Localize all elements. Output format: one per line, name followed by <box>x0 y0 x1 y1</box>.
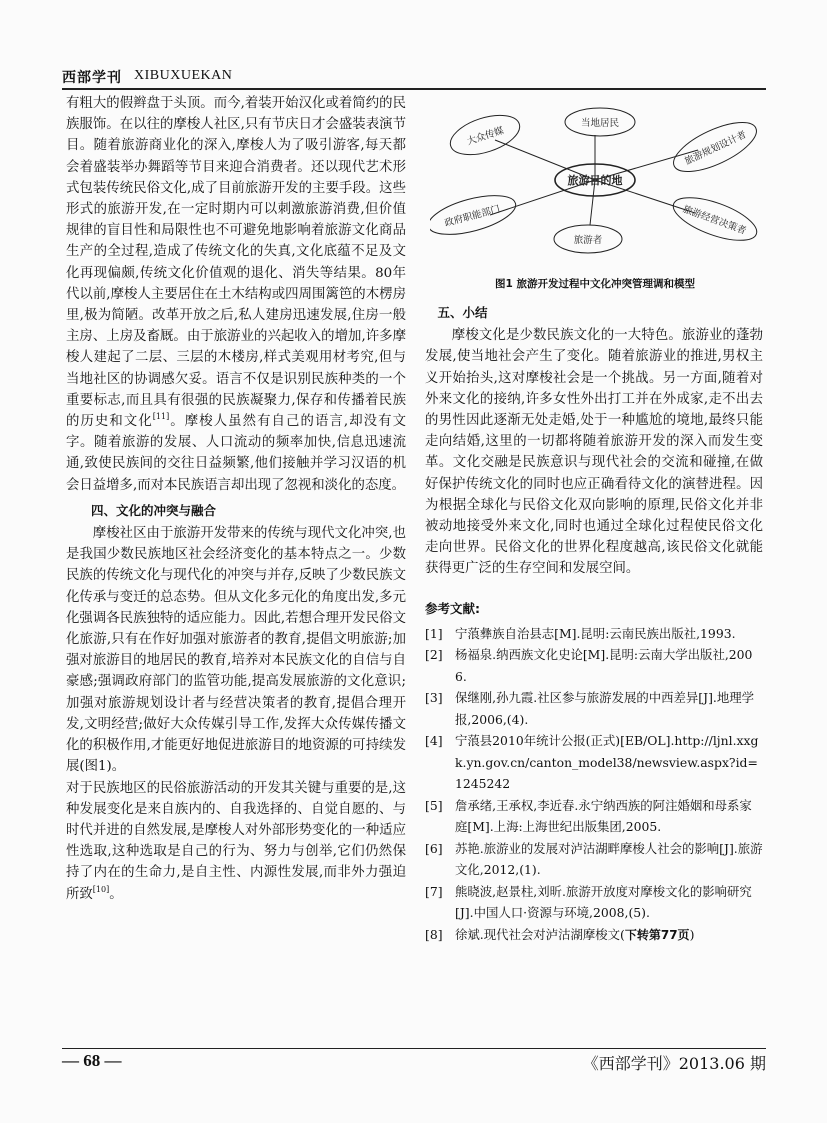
reference-text: 宁蒗县2010年统计公报(正式)[EB/OL].http://ljnl.xxgk.yn.gov.cn/canton_model38/newsview.aspx?id=1245242 <box>455 733 759 792</box>
reference-item <box>425 644 763 687</box>
reference-text-wrapper <box>455 924 763 947</box>
reference-item <box>425 730 763 795</box>
para-text: 有粗大的假辫盘于头顶。而今,着装开始汉化或着简约的民族服饰。在以往的摩梭人社区,只有节庆日才会盛装表演节目。随着旅游商业化的深入,摩梭人为了吸引游客,每天都会着盛装举办舞蹈等节目来迎合消费者。还以现代艺术形式包装传统民俗文化,成了目前旅游开发的主要手段。这些形式的旅游开发,在一定时期内可以刺激旅游消费,但价值规律的盲目性和局限性也不可避免地影响着旅游文化商品生产的全过程,造成了传统文化的失真,文化底蕴不足及文化再现偏颇,传统文化价值观的退化、消失等结果。80年代以前,摩梭人主要居住在土木结构或四周围篱笆的木楞房里,极为简陋。改革开放之后,私人建房迅速发展,住房一般主房、上房及畜厩。由于旅游业的兴起收入的增加,许多摩梭人建起了二层、三层的木楼房,样式美观用材考究,但与当地社区的协调感欠妥。语言不仅是识别民族种类的一个重要标志,而且具有很强的民族凝聚力,保存和传播着民族的历史和文化 <box>66 96 406 430</box>
center-node-label: 旅游目的地 <box>567 174 623 187</box>
issue-label: 《西部学刊》2013.06 期 <box>582 1054 766 1073</box>
reference-text: 熊晓波,赵景柱,刘昕.旅游开放度对摩梭文化的影响研究[J].中国人口·资源与环境,2008,(5). <box>455 883 752 921</box>
conflict-management-diagram <box>430 95 760 275</box>
reference-text: 徐斌.现代社会对泸沽湖摩梭文( <box>455 926 625 942</box>
para-text: 对于民族地区的民俗旅游活动的开发其关键与重要的是,这种发展变化是来自族内的、自我选择的、自觉自愿的、与时代并进的自然发展,是摩梭人对外部形势变化的一种适应性选取,这种选取是自己的行为、努力与创举,它们仍然保持了内在的生命力,是自主性、内源性发展,而非外力强迫所致 <box>66 780 406 902</box>
reference-number: [7] <box>425 883 443 899</box>
reference-item <box>425 623 763 645</box>
reference-number: [5] <box>425 797 443 813</box>
reference-item <box>425 838 763 881</box>
reference-number: [6] <box>425 840 443 856</box>
reference-item <box>425 881 763 924</box>
reference-text: 保继刚,孙九霞.社区参与旅游发展的中西差异[J].地理学报,2006,(4). <box>455 690 755 727</box>
body-paragraph <box>66 778 406 905</box>
node-label-government: 政府职能部门 <box>443 203 502 230</box>
node-label-media: 大众传媒 <box>465 125 506 148</box>
para-text: 。 <box>109 886 123 902</box>
reference-text-end: ) <box>689 926 695 942</box>
page-number: — 68 — <box>62 1051 122 1070</box>
body-paragraph: 摩梭社区由于旅游开发带来的传统与现代文化冲突,也是我国少数民族地区社会经济变化的基本特点之一。少数民族的传统文化与现代化的冲突与并存,反映了少数民族文化传承与变迁的总态势。但从文化多元化的角度出发,多元化强调各民族独特的适应能力。因此,若想合理开发民俗文化旅游,只有在作好加强对旅游者的教育,提倡文明旅游;加强对旅游目的地居民的教育,培养对本民族文化的自信与自豪感;强调政府部门的监管功能,提高发展旅游的文化意识;加强对旅游规划设计者与经营决策者的教育,提倡合理开发,文明经营;做好大众传媒引导工作,发挥大众传媒传播文化的积极作用,才能更好地促进旅游目的地资源的可持续发展(图1)。 <box>66 526 406 775</box>
section-heading: 五、小结 <box>437 305 488 320</box>
reference-text: 詹承绪,王承权,李近春.永宁纳西族的阿注婚姻和母系家庭[M].上海:上海世纪出版集团,2005. <box>455 797 752 835</box>
reference-number: [2] <box>425 647 443 663</box>
citation: [11] <box>152 412 170 422</box>
reference-item <box>425 687 763 730</box>
figure-caption: 图1 旅游开发过程中文化冲突管理调和模型 <box>495 278 695 290</box>
reference-text: 杨福泉.纳西族文化史论[M].昆明:云南大学出版社,2006. <box>455 647 753 684</box>
reference-item <box>425 924 763 947</box>
reference-number: [3] <box>425 690 443 706</box>
diagram-svg <box>430 95 760 275</box>
references-heading: 参考文献: <box>425 600 480 616</box>
journal-title-cn: 西部学刊 <box>62 70 122 86</box>
right-column <box>425 298 763 946</box>
continued-note: 下转第77页 <box>624 927 690 942</box>
left-column <box>66 93 406 905</box>
node-label-operators: 旅游经营决策者 <box>681 203 748 237</box>
node-label-residents: 当地居民 <box>580 118 620 129</box>
reference-item <box>425 795 763 838</box>
body-paragraph <box>66 93 406 496</box>
para-text: 。摩梭人虽然有自己的语言,却没有文字。随着旅游的发展、人口流动的频率加快,信息迅速流通,致使民族间的交往日益频繁,他们接触并学习汉语的机会日益增多,而对本民族语言却出现了忽视和淡化的态度。 <box>66 414 406 493</box>
running-header <box>62 66 766 90</box>
reference-number: [8] <box>425 926 443 942</box>
body-paragraph: 摩梭文化是少数民族文化的一大特色。旅游业的蓬勃发展,使当地社会产生了变化。随着旅游业的推进,男权主义开始抬头,这对摩梭社会是一个挑战。另一方面,随着对外来文化的接纳,许多女性外出打工并在外成家,走不出去的男性因此逐渐无处走婚,处于一种尴尬的境地,最终只能走向结婚,这里的一切都将随着旅游开发的深入而发生变革。文化交融是民族意识与现代社会的交流和碰撞,在做好保护传统文化的同时也应正确看待文化的演替进程。因为根据全球化与民俗文化双向影响的原理,民俗文化并非被动地接受外来文化,同时也通过全球化过程使民俗文化走向世界。民俗文化的世界化程度越高,该民俗文化就能获得更广泛的生存空间和发展空间。 <box>425 328 763 577</box>
page-footer <box>62 1048 766 1073</box>
reference-number: [4] <box>425 733 443 749</box>
journal-title-pinyin: XIBUXUEKAN <box>134 68 233 83</box>
citation: [10] <box>92 884 110 894</box>
node-label-planners: 旅游规划设计者 <box>683 129 749 168</box>
reference-text: 苏艳.旅游业的发展对泸沽湖畔摩梭人社会的影响[J].旅游文化,2012,(1). <box>455 840 763 878</box>
reference-text: 宁蒗彝族自治县志[M].昆明:云南民族出版社,1993. <box>455 625 736 641</box>
reference-number: [1] <box>425 625 443 641</box>
section-heading: 四、文化的冲突与融合 <box>91 502 217 518</box>
node-label-tourists: 旅游者 <box>573 235 603 246</box>
